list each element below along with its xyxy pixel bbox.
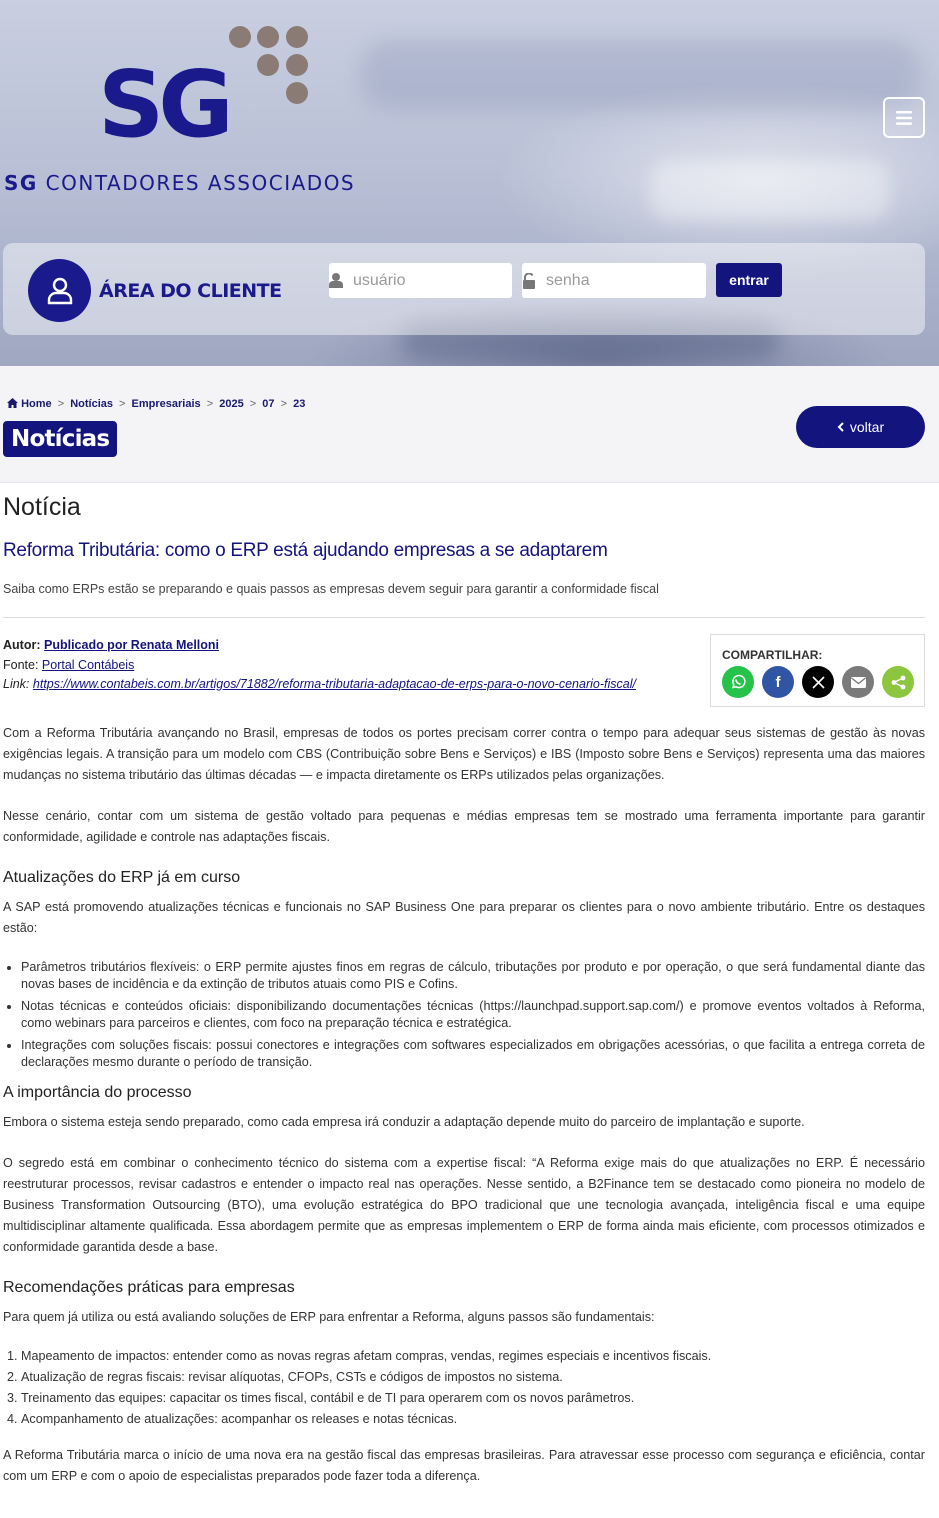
article-subtitle: Saiba como ERPs estão se preparando e quais passos as empresas devem seguir para garantir a conformidade fiscal — [3, 582, 659, 596]
subheading: Atualizações do ERP já em curso — [3, 869, 241, 886]
share-box — [710, 634, 925, 707]
password-field[interactable] — [522, 263, 706, 298]
paragraph: A SAP está promovendo atualizações técnicas e funcionais no SAP Business One para preparar os clientes para o novo ambiente tributário. Entre os destaques estão: — [3, 900, 925, 935]
divider — [3, 617, 925, 618]
page-title-badge: Notícias — [3, 421, 117, 457]
sg-logo[interactable] — [0, 0, 345, 200]
author-link[interactable]: Publicado por Renata Melloni — [43, 638, 220, 652]
breadcrumb-day[interactable]: 23 — [293, 398, 306, 410]
paragraph: A Reforma Tributária marca o início de uma nova era na gestão fiscal das empresas brasileiras. Para atravessar esse processo com segurança e eficiência, contar com um ERP e com o apoio de especialistas preparados pode fazer toda a diferença. — [3, 1448, 925, 1483]
breadcrumb: Home > Notícias > Empresariais > 2025 > 07 > 23 — [7, 398, 305, 410]
share-whatsapp-button[interactable] — [722, 666, 754, 698]
hamburger-icon — [896, 111, 912, 125]
paragraph: Para quem já utiliza ou está avaliando soluções de ERP para enfrentar a Reforma, alguns passos são fundamentais: — [3, 1310, 655, 1324]
client-area-panel — [3, 243, 925, 335]
article-link[interactable]: https://www.contabeis.com.br/artigos/71882/reforma-tributaria-adaptacao-de-erps-para-o-novo-cenario-fiscal/ — [32, 677, 636, 691]
user-icon — [329, 273, 343, 288]
list-item: • Parâmetros tributários flexíveis: o ERP permite ajustes finos em regras de cálculo, tributações por produto e por operação, o que será fundamental diante das novas bases de incidência e da extinção de tributos atuais como PIS e Cofins. — [21, 959, 925, 993]
share-sharethis-button[interactable] — [882, 666, 914, 698]
paragraph: Com a Reforma Tributária avançando no Brasil, empresas de todos os portes precisam correr contra o tempo para adequar seus sistemas de gestão às novas exigências legais. A transição para um modelo com CBS (Contribuição sobre Bens e Serviços) e IBS (Imposto sobre Bens e Serviços) representa uma das maiores mudanças no sistema tributário das últimas décadas — e impacta diretamente os ERPs utilizados pelas organizações. — [3, 726, 925, 782]
breadcrumb-empresariais[interactable]: Empresariais — [131, 398, 201, 410]
numbered-list — [3, 1346, 925, 1430]
list-item: • Notas técnicas e conteúdos oficiais: disponibilizando documentações técnicas (https://launchpad.support.sap.com/) e promove eventos voltados à Reforma, como webinars para parceiros e clientes, com foco na preparação técnica e estratégica. — [21, 998, 925, 1032]
breadcrumb-month[interactable]: 07 — [262, 398, 275, 410]
facebook-icon: f — [775, 673, 781, 691]
bullet-list — [3, 959, 925, 1071]
paragraph: Embora o sistema esteja sendo preparado, como cada empresa irá conduzir a adaptação depende muito do parceiro de implantação e suporte. — [3, 1115, 805, 1129]
breadcrumb-year[interactable]: 2025 — [219, 398, 244, 410]
paragraph: Nesse cenário, contar com um sistema de gestão voltado para pequenas e médias empresas tem se mostrado uma ferramenta importante para garantir conformidade, agilidade e controle nas adaptações fiscais. — [3, 809, 925, 844]
username-field[interactable] — [329, 263, 512, 298]
breadcrumb-noticias[interactable]: Notícias — [70, 398, 113, 410]
header-banner — [0, 0, 939, 373]
company-name: SG CONTADORES ASSOCIADOS — [4, 171, 356, 195]
subheading: Recomendações práticas para empresas — [3, 1279, 295, 1296]
menu-button[interactable] — [883, 97, 925, 138]
list-item: • Integrações com soluções fiscais: possui conectores e integrações com softwares especializados em obrigações acessórias, o que facilita a entrega correta de declarações mesmo durante o período de transição. — [21, 1037, 925, 1071]
client-area-title: ÁREA DO CLIENTE — [99, 280, 282, 302]
breadcrumb-bar — [0, 373, 939, 483]
subheading: A importância do processo — [3, 1084, 192, 1101]
article-body — [3, 723, 925, 1487]
share-icon — [891, 675, 906, 690]
whatsapp-icon — [730, 674, 746, 690]
chevron-left-icon — [837, 422, 844, 432]
paragraph: O segredo está em combinar o conhecimento técnico do sistema com a expertise fiscal: “A Reforma exige mais do que atualizações no ERP. É necessário reestruturar processos, revisar cadastros e entender o impacto real nas operações. Nesse sentido, a B2Finance tem se destacado como pioneira no modelo de Business Transformation Outsourcing (BTO), uma evolução estratégica do BPO tradicional que une tecnologia avançada, inteligência fiscal e uma equipe multidisciplinar altamente qualificada. Essa abordagem permite que as empresas implementem o ERP de forma ainda mais eficiente, com processos otimizados e conformidade garantida desde a base. — [3, 1156, 925, 1254]
list-item: 3. Treinamento das equipes: capacitar os times fiscal, contábil e de TI para operarem com os novos parâmetros. — [21, 1388, 925, 1409]
svg-text:SG: SG — [98, 51, 228, 158]
back-button[interactable]: voltar — [796, 406, 925, 448]
article-meta: Autor: Publicado por Renata Melloni Fonte: Portal Contábeis Link: https://www.contabeis.com.br/artigos/71882/reforma-tributaria-adaptacao-de-erps-para-o-novo-cenario-fiscal/ — [3, 638, 636, 691]
article-title: Reforma Tributária: como o ERP está ajudando empresas a se adaptarem — [3, 540, 608, 561]
source-link[interactable]: Portal Contábeis — [41, 657, 135, 672]
section-title: Notícia — [3, 493, 81, 521]
breadcrumb-home[interactable]: Home — [21, 398, 52, 410]
share-facebook-button[interactable] — [762, 666, 794, 698]
home-icon — [7, 398, 18, 408]
login-button[interactable]: entrar — [716, 263, 782, 297]
list-item: 4. Acompanhamento de atualizações: acompanhar os releases e notas técnicas. — [21, 1409, 925, 1430]
x-icon — [812, 676, 825, 689]
share-x-button[interactable] — [802, 666, 834, 698]
share-email-button[interactable] — [842, 666, 874, 698]
share-label: COMPARTILHAR: — [722, 648, 823, 662]
list-item: 1. Mapeamento de impactos: entender como as novas regras afetam compras, vendas, regimes especiais e incentivos fiscais. — [21, 1346, 925, 1367]
list-item: 2. Atualização de regras fiscais: revisar alíquotas, CFOPs, CSTs e códigos de impostos no sistema. — [21, 1367, 925, 1388]
email-icon — [851, 677, 866, 688]
user-circle-icon — [28, 259, 91, 322]
unlock-icon — [522, 273, 536, 289]
